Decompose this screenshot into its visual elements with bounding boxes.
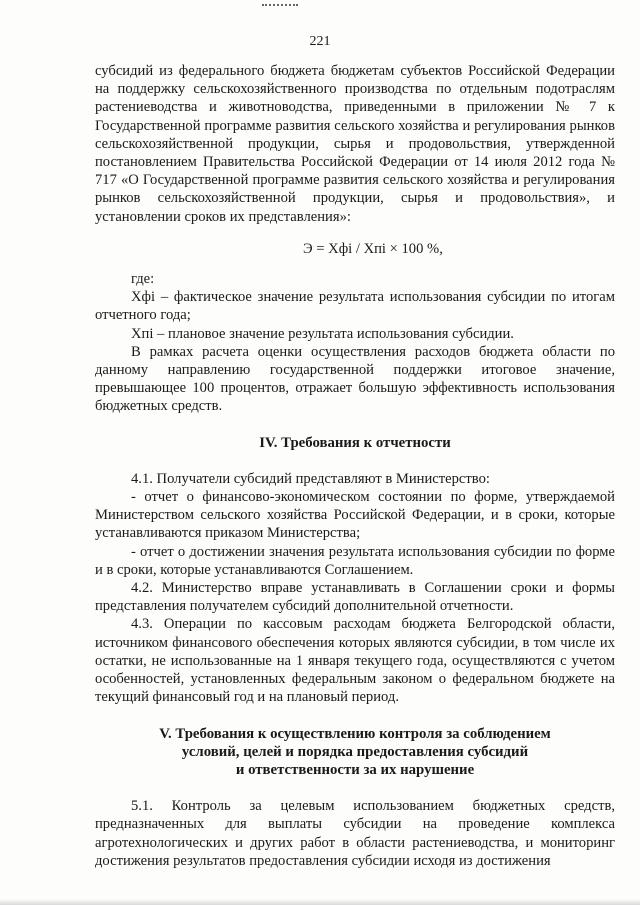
formula-where-label: где: [131,271,155,288]
paragraph-4-1-financial-report: - отчет о финансово-экономическом состоянии по форме, утверждаемой Министерством сельского хозяйства Российской Федерации, и в сроки, которые устанавливаются приказом Министерства; [95,489,615,542]
paragraph-assessment: В рамках расчета оценки осуществления расходов бюджета области по данному направлению государственной поддержки итоговое значение, превышающее 100 процентов, отражает большую эффективность использования бюджетных средств. [95,343,615,415]
document-body [95,62,615,870]
efficiency-formula: Э = Xфi / Xпi × 100 %, [303,240,443,257]
scan-bottom-edge [0,899,640,905]
paragraph-4-1: 4.1. Получатели субсидий представляют в Министерство: [131,470,490,487]
section-5-heading-line-3: и ответственности за их нарушение [235,761,475,778]
section-5-heading-line-1: V. Требования к осуществлению контроля за соблюдением [159,725,551,742]
paragraph-4-1-result-report: - отчет о достижении значения результата использования субсидии по форме и в сроки, которые устанавливаются Соглашением. [95,543,615,578]
definition-fact-value: Xфi – фактическое значение результата использования субсидии по итогам отчетного года; [95,289,615,324]
section-4-heading: IV. Требования к отчетности [259,434,451,451]
definition-plan-value: Xпi – плановое значение результата использования субсидии. [131,325,514,342]
paragraph-intro: субсидий из федерального бюджета бюджетам субъектов Российской Федерации на поддержку сельскохозяйственного производства по отдельным подотраслям растениеводства и животноводства, приведенными в приложении № 7 к Государственной программе развития сельского хозяйства и регулирования рынков сельскохозяйственной продукции, сырья и продовольствия, утвержденной постановлением Правительства Российской Федерации от 14 июля 2012 года № 717 «О Государственной программе развития сельского хозяйства и регулирования рынков сельскохозяйственной продукции, сырья и продовольствия», и установлении сроков их представления»: [95,63,615,225]
section-5-heading-line-2: условий, целей и порядка предоставления субсидий [181,743,529,760]
section-5-heading [95,725,615,780]
paragraph-5-1: 5.1. Контроль за целевым использованием бюджетных средств, предназначенных для выплаты субсидии на проведение комплекса агротехнологических и других работ в области растениеводства, и мониторинг достижения результатов предоставления субсидии исходя из достижения [95,798,615,869]
paragraph-4-3: 4.3. Операции по кассовым расходам бюджета Белгородской области, источником финансового обеспечения которых являются субсидии, в том числе их остатки, не использованные на 1 января текущего года, осуществляются с учетом особенностей, установленных федеральным законом о федеральном бюджете на текущий финансовый год и на плановый период. [95,616,615,706]
page-number: 221 [309,34,331,49]
scan-top-mark [262,4,298,9]
paragraph-4-2: 4.2. Министерство вправе устанавливать в Соглашении сроки и формы представления получателем субсидий дополнительной отчетности. [95,580,615,615]
